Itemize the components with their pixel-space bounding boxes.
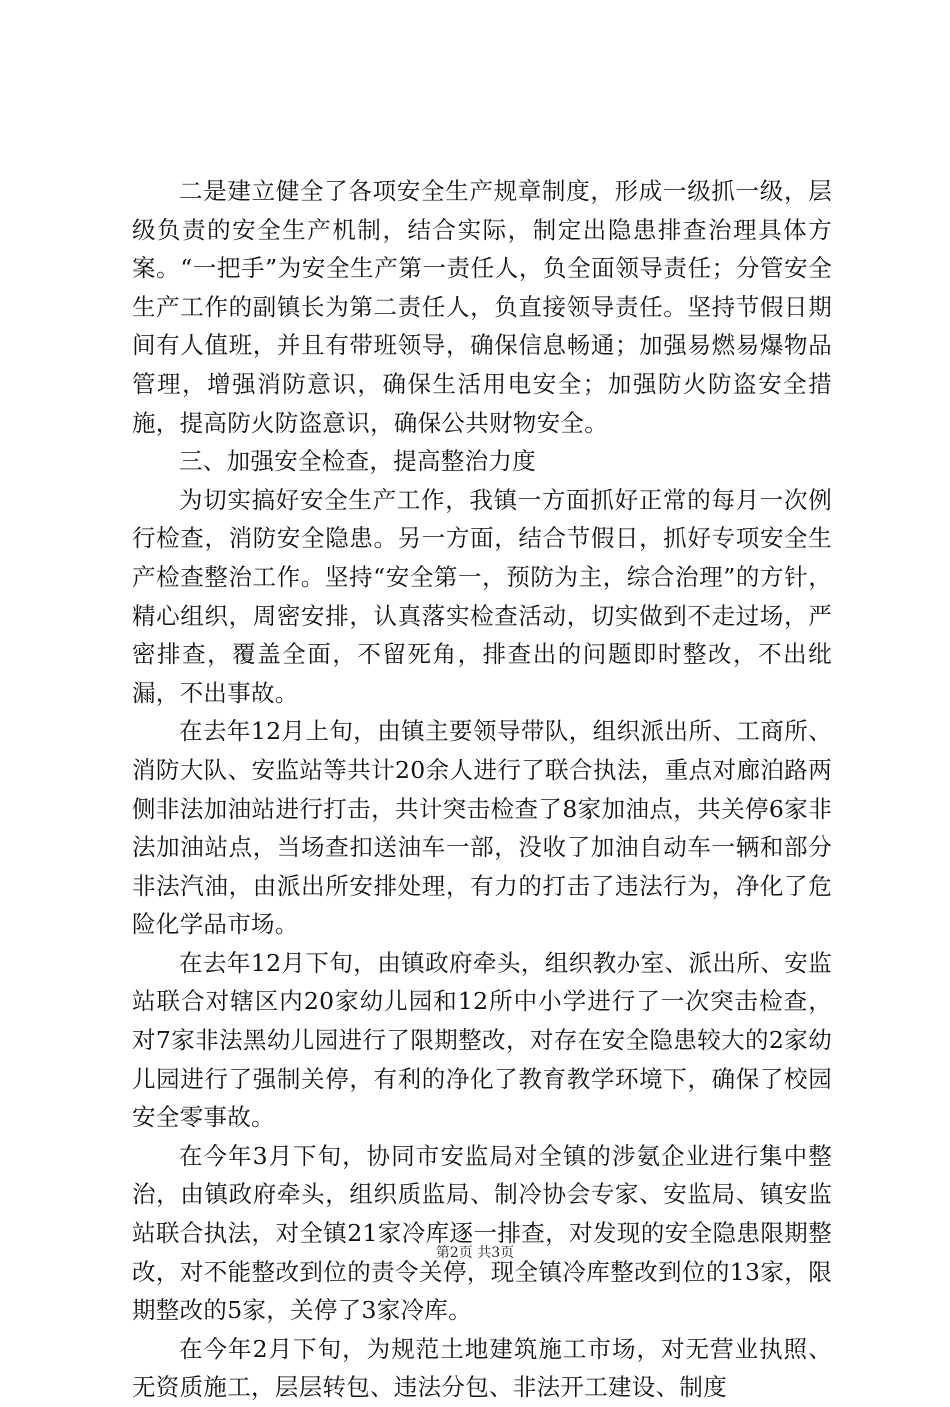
page-number-label: 第2页 共3页 [435,1245,515,1261]
paragraph-school-inspection: 在去年12月下旬，由镇政府牵头，组织教办室、派出所、安监站联合对辖区内20家幼儿园和12所中小学进行了一次突击检查，对7家非法黑幼儿园进行了限期整改，对存在安全隐患较大的2家幼儿园进行了强制关停，有利的净化了教育教学环境下，确保了校园安全零事故。 [132,948,832,1132]
paragraph-responsibility: 二是建立健全了各项安全生产规章制度，形成一级抓一级，层级负责的安全生产机制，结合实际，制定出隐患排查治理具体方案。“一把手”为安全生产第一责任人，负全面领导责任；分管安全生产工作的副镇长为第二责任人，负直接领导责任。坚持节假日期间有人值班，并且有带班领导，确保信息畅通；加强易燃易爆物品管理，增强消防意识，确保生活用电安全；加强防火防盗安全措施，提高防火防盗意识，确保公共财物安全。 [132,177,832,437]
paragraph-inspection-overview: 为切实搞好安全生产工作，我镇一方面抓好正常的每月一次例行检查，消防安全隐患。另一方面，结合节假日，抓好专项安全生产检查整治工作。坚持“安全第一，预防为主，综合治理”的方针，精心组织，周密安排，认真落实检查活动，切实做到不走过场，严密排查，覆盖全面，不留死角，排查出的问题即时整改，不出纰漏，不出事故。 [132,485,832,707]
body-text [132,172,832,1407]
paragraph-cold-storage-rectification: 在今年3月下旬，协同市安监局对全镇的涉氨企业进行集中整治，由镇政府牵头，组织质监局、制冷协会专家、安监局、镇安监站联合执法，对全镇21家冷库逐一排查，对发现的安全隐患限期整改，对不能整改到位的责令关停，现全镇冷库整改到位的13家，限期整改的5家，关停了3家冷库。 [132,1141,832,1325]
paragraph-gas-station-enforcement: 在去年12月上旬，由镇主要领导带队，组织派出所、工商所、消防大队、安监站等共计20余人进行了联合执法，重点对廊泊路两侧非法加油站进行打击，共计突击检查了8家加油点，共关停6家非法加油站点，当场查扣送油车一部，没收了加油自动车一辆和部分非法汽油，由派出所安排处理，有力的打击了违法行为，净化了危险化学品市场。 [132,717,832,939]
page-footer [0,1242,950,1262]
section-heading-inspection: 三、加强安全检查，提高整治力度 [179,447,536,476]
paragraph-construction-market: 在今年2月下旬，为规范土地建筑施工市场，对无营业执照、无资质施工，层层转包、违法分包、非法开工建设、制度 [132,1334,832,1402]
